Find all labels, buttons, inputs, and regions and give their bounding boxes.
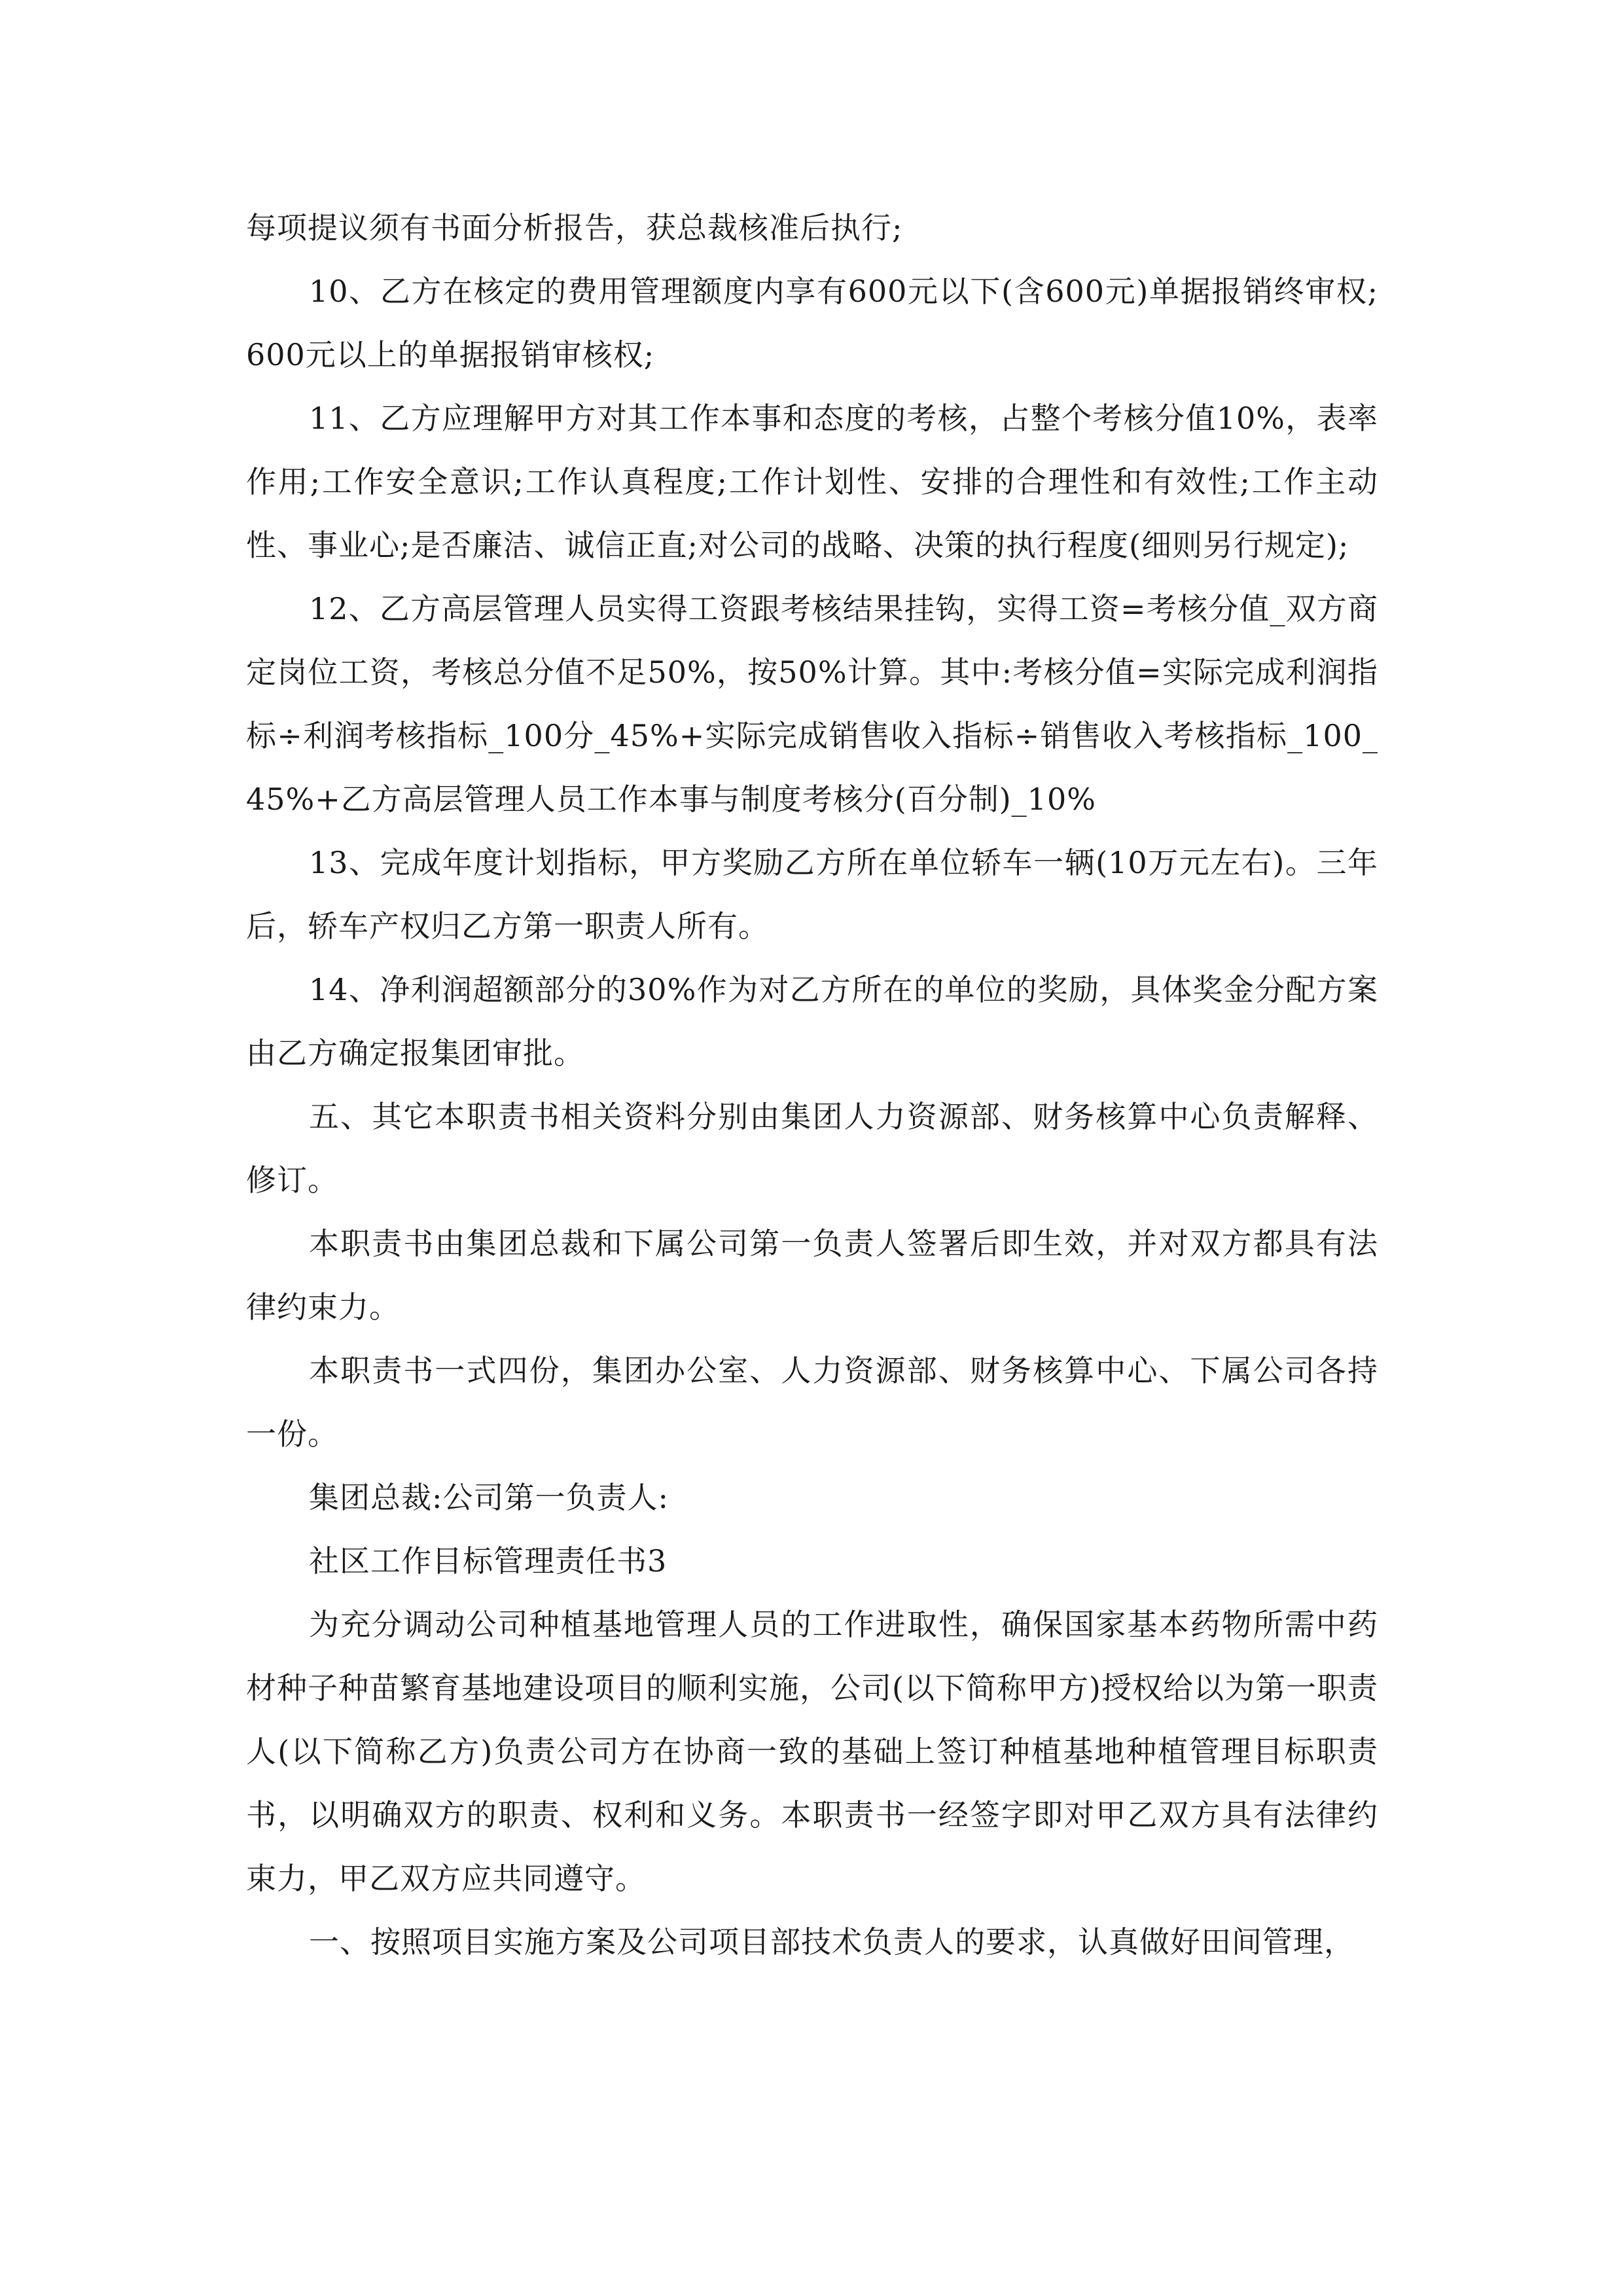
paragraph-intro: 为充分调动公司种植基地管理人员的工作进取性，确保国家基本药物所需中药材种子种苗繁育基地建设项目的顺利实施，公司(以下简称甲方)授权给以为第一职责人(以下简称乙方)负责公司方在协商一致的基础上签订种植基地种植管理目标职责书，以明确双方的职责、权利和义务。本职责书一经签字即对甲乙双方具有法律约束力，甲乙双方应共同遵守。 (246, 1607, 1378, 1896)
paragraph-item-11: 11、乙方应理解甲方对其工作本事和态度的考核，占整个考核分值10%，表率作用;工作安全意识;工作认真程度;工作计划性、安排的合理性和有效性;工作主动性、事业心;是否廉洁、诚信正直;对公司的战略、决策的执行程度(细则另行规定); (246, 401, 1378, 563)
paragraph-item-12: 12、乙方高层管理人员实得工资跟考核结果挂钩，实得工资=考核分值_双方商定岗位工资，考核总分值不足50%，按50%计算。其中:考核分值=实际完成利润指标÷利润考核指标_100分_45%+实际完成销售收入指标÷销售收入考核指标_100_45%+乙方高层管理人员工作本事与制度考核分(百分制)_10% (246, 591, 1378, 817)
paragraph-effectiveness: 本职责书由集团总裁和下属公司第一负责人签署后即生效，并对双方都具有法律约束力。 (246, 1226, 1378, 1325)
paragraph-item-13: 13、完成年度计划指标，甲方奖励乙方所在单位轿车一辆(10万元左右)。三年后，轿车产权归乙方第一职责人所有。 (246, 845, 1378, 944)
paragraph-copies: 本职责书一式四份，集团办公室、人力资源部、财务核算中心、下属公司各持一份。 (246, 1353, 1378, 1452)
paragraph-signatures: 集团总裁:公司第一负责人: (309, 1480, 669, 1515)
paragraph-item-10: 10、乙方在核定的费用管理额度内享有600元以下(含600元)单据报销终审权;600元以上的单据报销审核权; (246, 274, 1378, 372)
section-title: 社区工作目标管理责任书3 (309, 1543, 668, 1579)
paragraph-section-1: 一、按照项目实施方案及公司项目部技术负责人的要求，认真做好田间管理， (309, 1924, 1355, 1960)
paragraph-item-14: 14、净利润超额部分的30%作为对乙方所在的单位的奖励，具体奖金分配方案由乙方确定报集团审批。 (246, 972, 1378, 1071)
paragraph-continuation: 每项提议须有书面分析报告，获总裁核准后执行; (246, 210, 903, 245)
document-body (246, 196, 1378, 1974)
paragraph-section-5: 五、其它本职责书相关资料分别由集团人力资源部、财务核算中心负责解释、修订。 (246, 1099, 1378, 1198)
